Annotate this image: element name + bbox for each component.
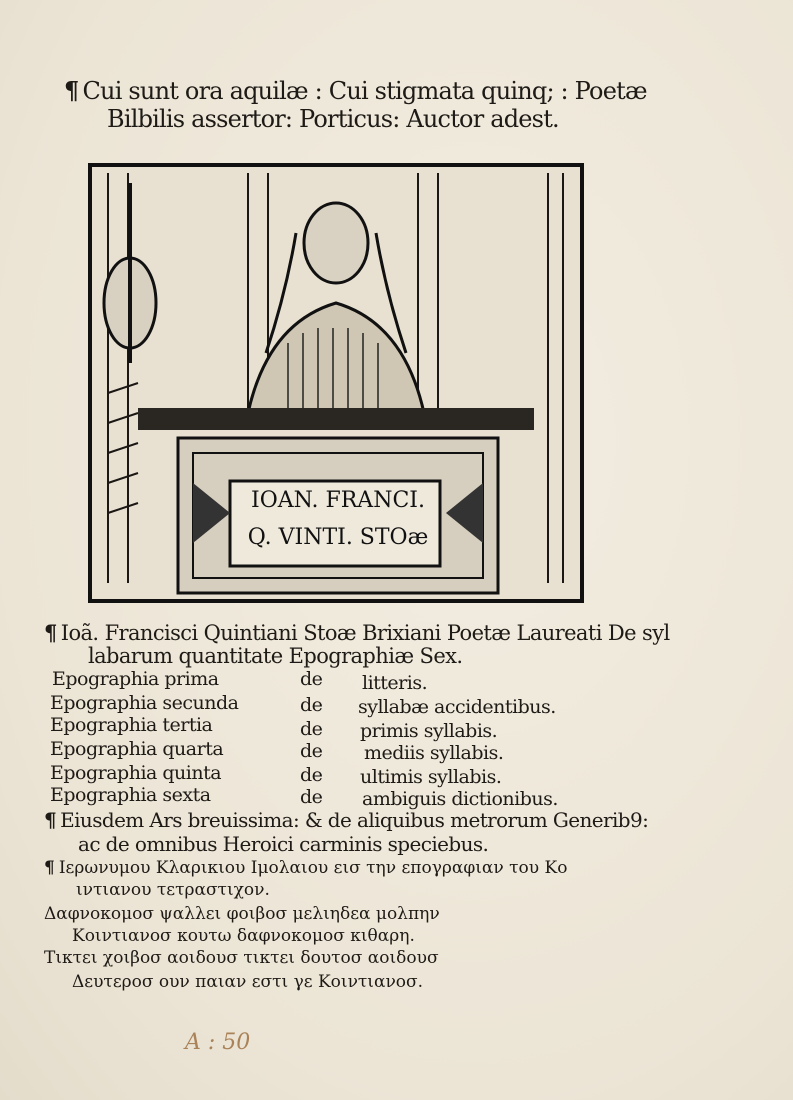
contents-topic: syllabæ accidentibus. [358,696,556,718]
header-line-1 [64,76,647,105]
greek-line-1 [44,858,567,878]
contents-de: de [300,668,323,690]
contents-book: Epographia secunda [50,692,239,714]
contents-topic: ultimis syllabis. [360,766,502,788]
plaque-line-1: IOAN. FRANCI. [251,488,425,513]
contents-de: de [300,786,323,808]
contents-topic: primis syllabis. [360,720,498,742]
pilcrow-icon: ¶ [44,620,57,645]
greek-line-3: Δαφνοκομοσ ψαλλει φοιβοσ μελιηδεα μολπην [44,904,440,924]
contents-topic: ambiguis dictionibus. [362,788,558,810]
ars-line-2: ac de omnibus Heroici carminis speciebus. [78,832,489,856]
greek-line-6: Δευτεροσ ουν παιαν εστι γε Κοιντιανοσ. [72,972,424,992]
title-line-1 [44,620,670,645]
contents-de: de [300,740,323,762]
greek-text-1: Ιερωνυμου Κλαρικιου Ιμολαιου εισ την επογραφιαν του Κο [58,858,568,878]
contents-book: Epographia prima [52,668,219,690]
title-line-2: labarum quantitate Epographiæ Sex. [88,644,463,668]
header-text-1: Cui sunt ora aquilæ : Cui stigmata quinq; : Poetæ [82,77,647,105]
contents-de: de [300,718,323,740]
handwritten-note: A : 50 [185,1030,251,1055]
pilcrow-icon: ¶ [64,76,79,105]
greek-line-4: Κοιντιανοσ κουτω δαφνοκομοσ κιθαρη. [72,926,415,946]
contents-topic: mediis syllabis. [364,742,504,764]
greek-line-2: ιντιανου τετραστιχον. [76,880,270,900]
contents-book: Epographia quinta [50,762,222,784]
greek-line-5: Τικτει χοιβοσ αοιδουσ τικτει δουτοσ αοιδουσ [44,948,439,968]
ars-text-1: Eiusdem Ars breuissima: & de aliquibus metrorum Generib9: [60,808,649,832]
contents-de: de [300,764,323,786]
contents-book: Epographia sexta [50,784,211,806]
pilcrow-icon: ¶ [44,808,57,832]
contents-book: Epographia tertia [50,714,213,736]
title-text-1: Ioã. Francisci Quintiani Stoæ Brixiani Poetæ Laureati De syl [60,621,670,645]
pilcrow-icon: ¶ [44,858,55,878]
contents-de: de [300,694,323,716]
header-line-2: Bilbilis assertor: Porticus: Auctor adest. [107,105,559,133]
contents-topic: litteris. [362,672,428,694]
ars-line-1 [44,808,648,832]
plaque-line-2: Q. VINTI. STOæ [247,525,429,550]
contents-book: Epographia quarta [50,738,224,760]
